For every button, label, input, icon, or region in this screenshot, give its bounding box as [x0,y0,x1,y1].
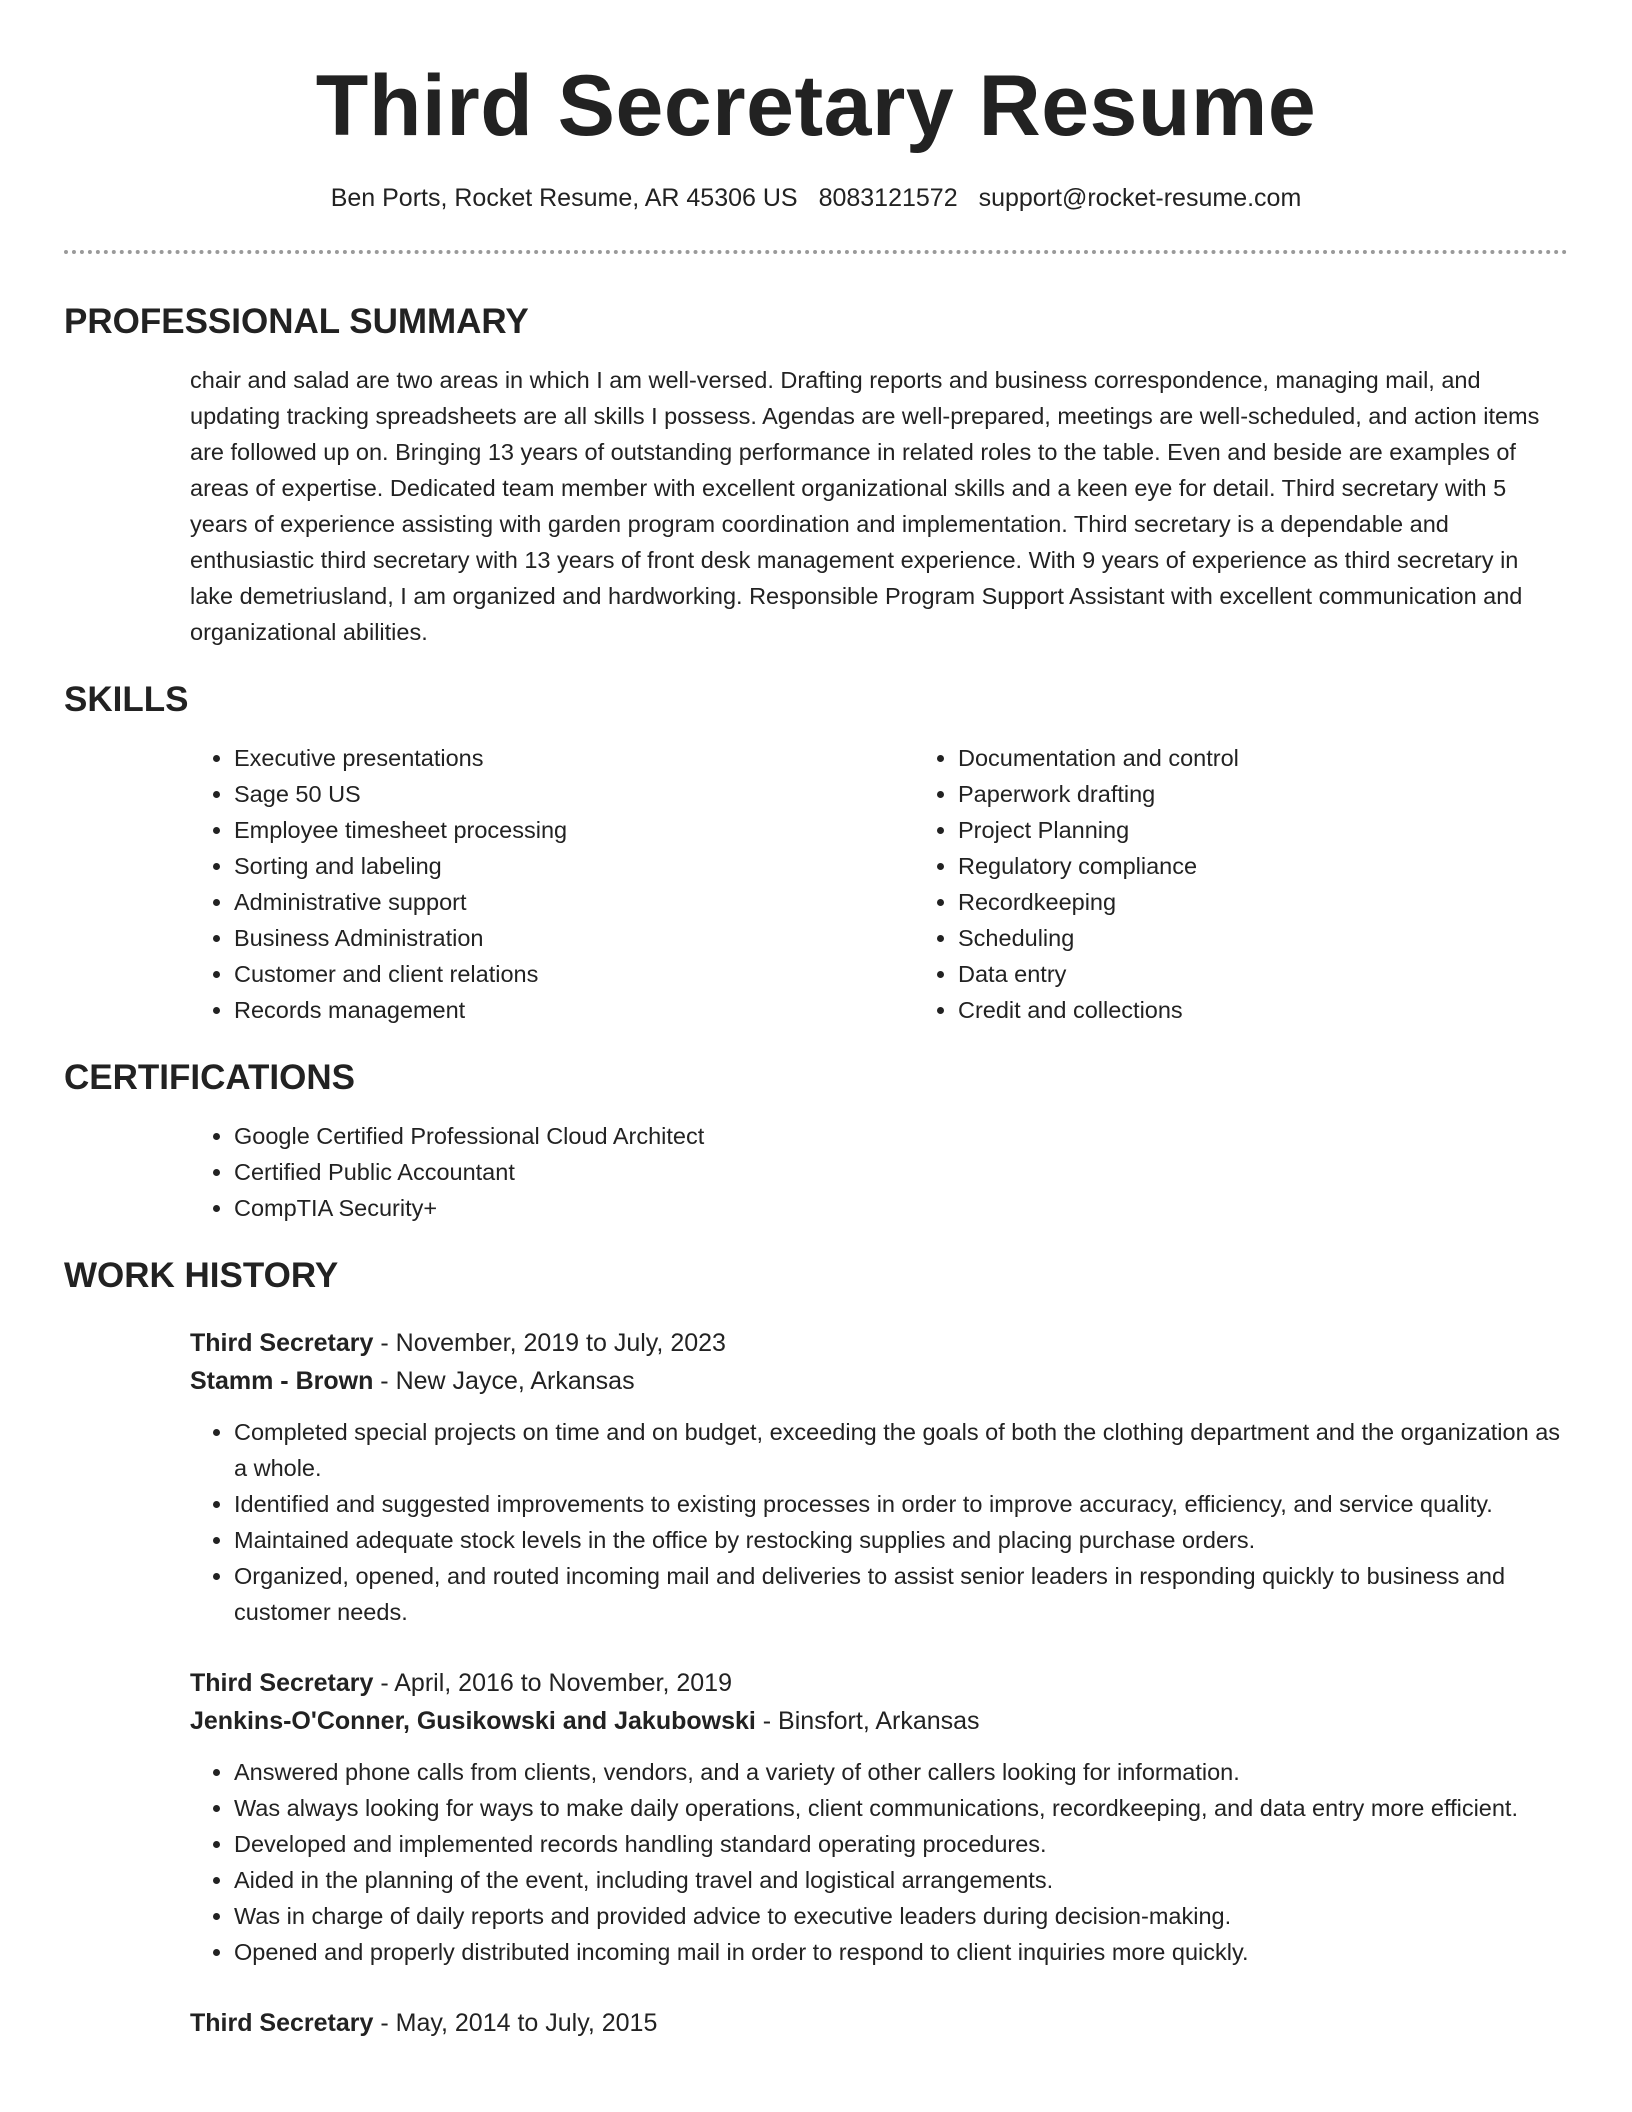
skill-item: • Regulatory compliance [958,848,1632,884]
job-duty: • Aided in the planning of the event, including travel and logistical arrangements. [234,1862,1568,1898]
certifications-list [190,1118,1568,1226]
job-dates: - November, 2019 to July, 2023 [373,1329,726,1357]
skill-item: • Scheduling [958,920,1632,956]
skills-list-left [190,740,914,1028]
skill-item: • Business Administration [234,920,914,956]
job-location: - Binsfort, Arkansas [755,1707,980,1735]
job-company-line [190,1702,1568,1740]
skills-columns [190,740,1568,1028]
summary-heading: PROFESSIONAL SUMMARY [64,302,529,341]
skill-item: • Data entry [958,956,1632,992]
job-title-line [190,1664,1568,1702]
job-duties-list [190,1414,1568,1630]
job-company-line [190,1362,1568,1400]
skill-item: • Customer and client relations [234,956,914,992]
job-title-line [190,2004,1568,2042]
job-title: Third Secretary [190,1329,374,1357]
contact-line [64,180,1568,216]
skill-item: • Executive presentations [234,740,914,776]
job-duty: • Was in charge of daily reports and provided advice to executive leaders during decision-making. [234,1898,1568,1934]
skill-item: • Employee timesheet processing [234,812,914,848]
certification-item: • Google Certified Professional Cloud Architect [234,1118,1568,1154]
skill-item: • Administrative support [234,884,914,920]
job-duties-list [190,1754,1568,1970]
job-duty: • Organized, opened, and routed incoming mail and deliveries to assist senior leaders in responding quickly to business and customer needs. [234,1558,1568,1630]
job-duty: • Completed special projects on time and on budget, exceeding the goals of both the clothing department and the organization as a whole. [234,1414,1568,1486]
job-company: Jenkins-O'Conner, Gusikowski and Jakubowski [190,1707,756,1735]
skill-item: • Documentation and control [958,740,1632,776]
job-title: Third Secretary [190,1669,374,1697]
skill-item: • Project Planning [958,812,1632,848]
certification-item: • CompTIA Security+ [234,1190,1568,1226]
job-company: Stamm - Brown [190,1367,374,1395]
job-title-line [190,1324,1568,1362]
job-entry [190,1664,1568,1970]
job-location: - New Jayce, Arkansas [373,1367,635,1395]
skills-heading: SKILLS [64,680,189,719]
skill-item: • Credit and collections [958,992,1632,1028]
work-history-heading: WORK HISTORY [64,1256,339,1295]
contact-phone: 8083121572 [818,184,958,212]
job-duty: • Identified and suggested improvements to existing processes in order to improve accuracy, efficiency, and service quality. [234,1486,1568,1522]
contact-address: Ben Ports, Rocket Resume, AR 45306 US [330,184,798,212]
job-duty: • Opened and properly distributed incoming mail in order to respond to client inquiries more quickly. [234,1934,1568,1970]
certifications-heading: CERTIFICATIONS [64,1058,356,1097]
skills-list-right [914,740,1632,1028]
job-entry [190,2004,1568,2042]
skill-item: • Sorting and labeling [234,848,914,884]
skill-item: • Records management [234,992,914,1028]
job-dates: - April, 2016 to November, 2019 [373,1669,732,1697]
skill-item: • Sage 50 US [234,776,914,812]
job-dates: - May, 2014 to July, 2015 [373,2009,658,2037]
job-title: Third Secretary [190,2009,374,2037]
job-duty: • Was always looking for ways to make daily operations, client communications, recordkeeping, and data entry more efficient. [234,1790,1568,1826]
resume-title: Third Secretary Resume [315,58,1317,154]
job-entry [190,1324,1568,1630]
job-duty: • Maintained adequate stock levels in the office by restocking supplies and placing purchase orders. [234,1522,1568,1558]
job-duty: • Developed and implemented records handling standard operating procedures. [234,1826,1568,1862]
job-duty: • Answered phone calls from clients, vendors, and a variety of other callers looking for information. [234,1754,1568,1790]
skill-item: • Recordkeeping [958,884,1632,920]
contact-email: support@rocket-resume.com [978,184,1302,212]
summary-text: chair and salad are two areas in which I am well-versed. Drafting reports and business correspondence, managing mail, and updating tracking spreadsheets are all skills I possess. Agendas are well-prepared, meetings are well-scheduled, and action items are followed up on. Bringing 13 years of outstanding performance in related roles to the table. Even and beside are examples of areas of expertise. Dedicated team member with excellent organizational skills and a keen eye for detail. Third secretary with 5 years of experience assisting with garden program coordination and implementation. Third secretary is a dependable and enthusiastic third secretary with 13 years of front desk management experience. With 9 years of experience as third secretary in lake demetriusland, I am organized and hardworking. Responsible Program Support Assistant with excellent communication and organizational abilities. [190,367,1540,645]
certification-item: • Certified Public Accountant [234,1154,1568,1190]
skill-item: • Paperwork drafting [958,776,1632,812]
header-divider [64,250,1568,254]
